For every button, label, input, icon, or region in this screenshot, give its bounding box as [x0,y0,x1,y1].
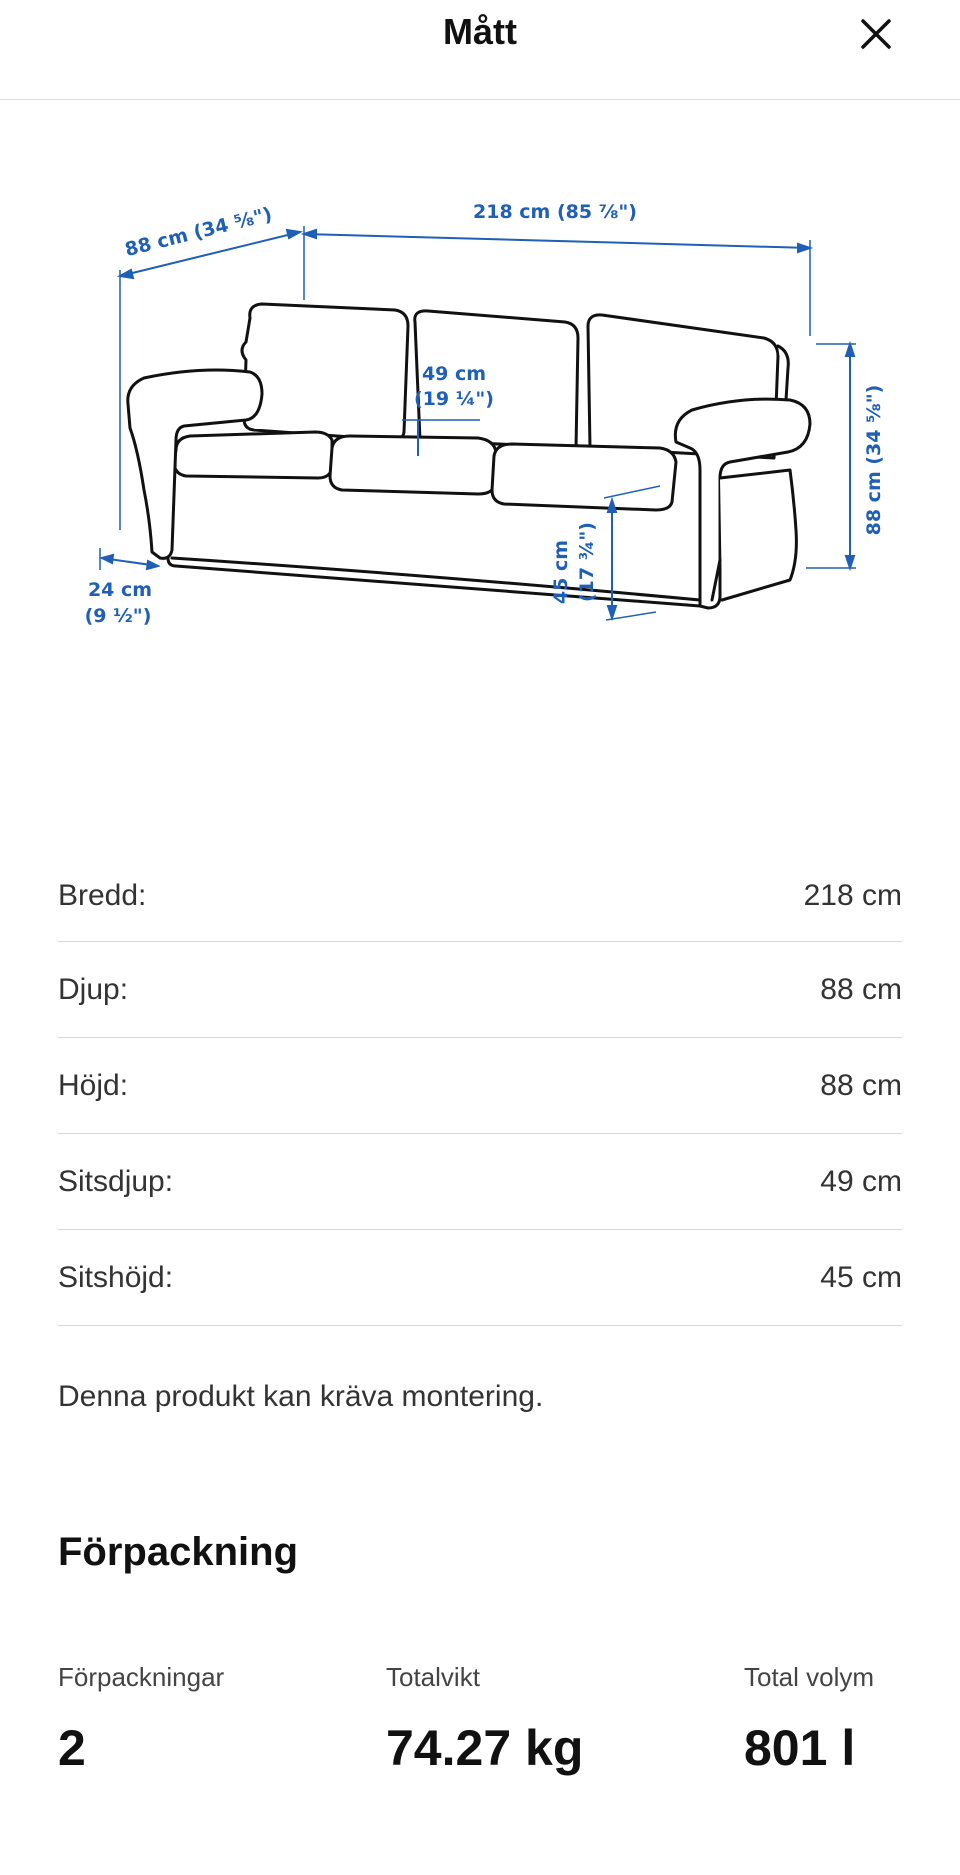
dimension-label: Sitshöjd: [58,1260,174,1294]
sofa-illustration [0,180,960,650]
depth-dim-label: 88 cm (34 ⅝") [122,203,275,262]
stat-value: 74.27 kg [386,1720,584,1776]
packaging-stat-volume [744,1662,874,1778]
dimension-row-seat-depth [58,1134,902,1230]
packaging-stat-count [58,1662,224,1778]
leg-cm-label: 24 cm [87,579,153,601]
dimension-label: Bredd: [58,878,147,912]
packaging-heading: Förpackning [58,1530,299,1574]
dimension-row-depth [58,942,902,1038]
stat-label: Totalvikt [386,1662,480,1692]
stat-value: 2 [58,1720,86,1776]
close-button[interactable] [856,14,896,54]
dimension-value: 88 cm [820,1068,902,1102]
dimension-label: Höjd: [58,1068,129,1102]
seat-depth-cm-label: 49 cm [421,363,487,385]
seat-height-cm-label: 45 cm [550,539,572,605]
height-dim-label: 88 cm (34 ⅝") [863,384,885,536]
assembly-note: Denna produkt kan kräva montering. [58,1380,544,1413]
sofa-dimension-diagram [0,180,960,650]
stat-label: Förpackningar [58,1662,225,1692]
dimensions-list [58,850,902,1326]
close-icon [856,14,896,54]
dimension-value: 88 cm [820,972,902,1006]
seat-depth-in-label: (19 ¼") [414,388,494,410]
packaging-stat-weight [386,1662,583,1778]
dimension-label: Djup: [58,972,129,1006]
dimension-row-seat-height [58,1230,902,1326]
dimension-value: 49 cm [820,1164,902,1198]
dialog-title: Mått [443,11,517,52]
sofa-drawing [128,304,810,608]
dimension-value: 218 cm [803,878,902,912]
dialog-header [0,0,960,100]
dimension-row-width [58,850,902,942]
seat-height-in-label: (17 ¾") [576,522,598,602]
dimension-row-height [58,1038,902,1134]
width-dim-label: 218 cm (85 ⅞") [473,201,637,223]
leg-in-label: (9 ½") [84,605,152,627]
dimension-value: 45 cm [820,1260,902,1294]
dimension-label: Sitsdjup: [58,1164,174,1198]
stat-label: Total volym [744,1662,875,1692]
stat-value: 801 l [744,1720,856,1776]
